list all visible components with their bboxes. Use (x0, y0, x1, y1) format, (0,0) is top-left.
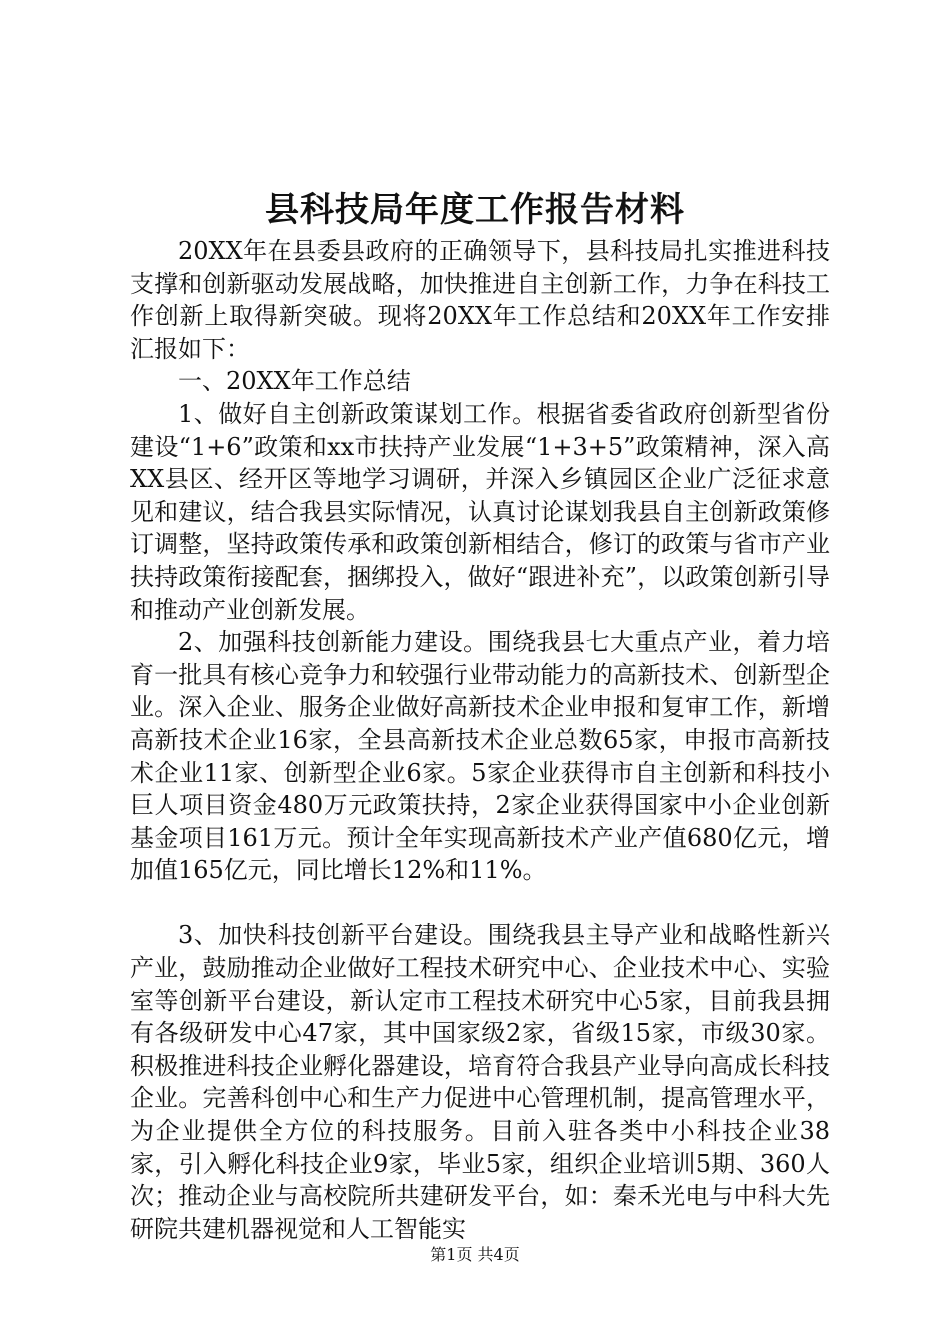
paragraph-innovation-capacity: 2、加强科技创新能力建设。围绕我县七大重点产业，着力培育一批具有核心竞争力和较强行业带动能力的高新技术、创新型企业。深入企业、服务企业做好高新技术企业申报和复审工作，新增高新技术企业16家，全县高新技术企业总数65家，申报市高新技术企业11家、创新型企业6家。5家企业获得市自主创新和科技小巨人项目资金480万元政策扶持，2家企业获得国家中小企业创新基金项目161万元。预计全年实现高新技术产业产值680亿元，增加值165亿元，同比增长12%和11%。 (130, 628, 830, 885)
paragraph-innovation-platform: 3、加快科技创新平台建设。围绕我县主导产业和战略性新兴产业，鼓励推动企业做好工程技术研究中心、企业技术中心、实验室等创新平台建设，新认定市工程技术研究中心5家，目前我县拥有各级研发中心47家，其中国家级2家，省级15家，市级30家。积极推进科技企业孵化器建设，培育符合我县产业导向高成长科技企业。完善科创中心和生产力促进中心管理机制，提高管理水平，为企业提供全方位的科技服务。目前入驻各类中小科技企业38家，引入孵化科技企业9家，毕业5家，组织企业培训5期、360人次；推动企业与高校院所共建研发平台，如：秦禾光电与中科大先研院共建机器视觉和人工智能实 (130, 921, 830, 1243)
page-number-footer: 第1页 共4页 (430, 1245, 520, 1264)
paragraph-policy: 1、做好自主创新政策谋划工作。根据省委省政府创新型省份建设“1+6”政策和xx市扶持产业发展“1+3+5”政策精神，深入高XX县区、经开区等地学习调研，并深入乡镇园区企业广泛征求意见和建议，结合我县实际情况，认真讨论谋划我县自主创新政策修订调整，坚持政策传承和政策创新相结合，修订的政策与省市产业扶持政策衔接配套，捆绑投入，做好“跟进补充”，以政策创新引导和推动产业创新发展。 (130, 399, 830, 624)
document-title: 县科技局年度工作报告材料 (265, 190, 685, 230)
intro-paragraph: 20XX年在县委县政府的正确领导下，县科技局扎实推进科技支撑和创新驱动发展战略，加快推进自主创新工作，力争在科技工作创新上取得新突破。现将20XX年工作总结和20XX年工作安排汇报如下： (130, 237, 830, 363)
document-body (130, 235, 830, 1245)
section-heading: 一、20XX年工作总结 (178, 367, 411, 396)
